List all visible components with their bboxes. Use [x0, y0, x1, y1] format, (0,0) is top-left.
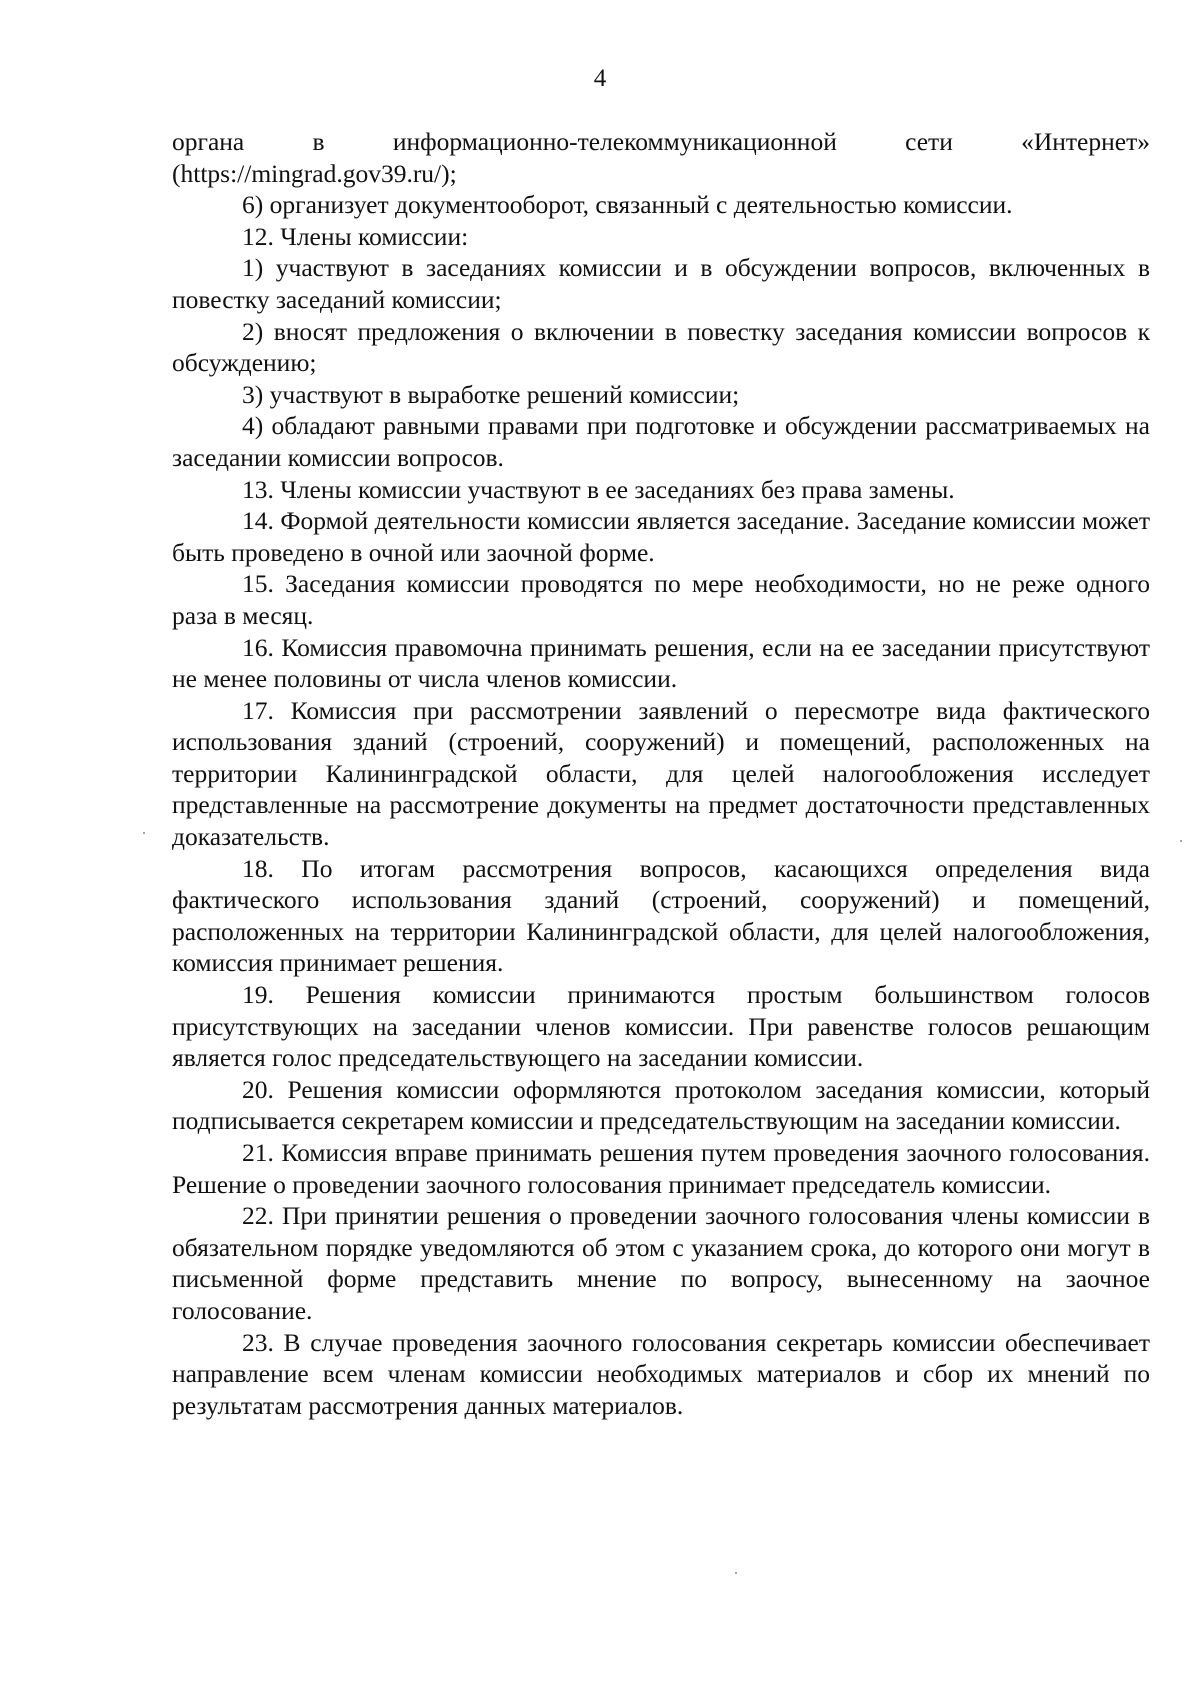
scan-speck — [1180, 840, 1182, 842]
document-body — [172, 126, 1150, 1421]
paragraph-15: 15. Заседания комиссии проводятся по мере необходимости, но не реже одного раза в месяц. — [172, 569, 1150, 630]
scan-speck — [143, 832, 145, 834]
paragraph-16: 16. Комиссия правомочна принимать решения, если на ее заседании присутствуют не менее половины от числа членов комиссии. — [172, 632, 1150, 694]
paragraph-continuation: органа в информационно-телекоммуникационной сети «Интернет» (https://mingrad.gov39.ru/); — [172, 127, 1150, 188]
paragraph-19: 19. Решения комиссии принимаются простым большинством голосов присутствующих на заседании членов комиссии. При равенстве голосов решающим является голос председательствующего на заседании комиссии. — [172, 980, 1150, 1073]
paragraph-20: 20. Решения комиссии оформляются протоколом заседания комиссии, который подписывается секретарем комиссии и председательствующим на заседании комиссии. — [172, 1074, 1150, 1136]
paragraph-13: 13. Члены комиссии участвуют в ее заседаниях без права замены. — [242, 474, 955, 504]
paragraph-12-item-1: 1) участвуют в заседаниях комиссии и в обсуждении вопросов, включенных в повестку заседаний комиссии; — [172, 253, 1150, 314]
scan-speck — [735, 1572, 737, 1574]
paragraph-12-item-2: 2) вносят предложения о включении в повестку заседания комиссии вопросов к обсуждению; — [172, 316, 1150, 378]
paragraph-14: 14. Формой деятельности комиссии является заседание. Заседание комиссии может быть проведено в очной или заочной форме. — [172, 506, 1150, 567]
paragraph-22: 22. При принятии решения о проведении заочного голосования члены комиссии в обязательном порядке уведомляются об этом с указанием срока, до которого они могут в письменной форме представить мнение по вопросу, вынесенному на заочное голосование. — [172, 1201, 1150, 1325]
page-number: 4 — [593, 65, 607, 92]
paragraph-12-item-4: 4) обладают равными правами при подготовке и обсуждении рассматриваемых на заседании комиссии вопросов. — [172, 411, 1150, 472]
paragraph-item-6: 6) организует документооборот, связанный с деятельностью комиссии. — [242, 190, 1013, 220]
paragraph-21: 21. Комиссия вправе принимать решения путем проведения заочного голосования. Решение о проведении заочного голосования принимает председатель комиссии. — [172, 1138, 1150, 1199]
paragraph-12: 12. Члены комиссии: — [242, 221, 469, 251]
paragraph-12-item-3: 3) участвуют в выработке решений комиссии; — [242, 379, 740, 409]
paragraph-18: 18. По итогам рассмотрения вопросов, касающихся определения вида фактического использования зданий (строений, сооружений) и помещений, расположенных на территории Калининградской области, для целей налогообложения, комиссия принимает решения. — [172, 853, 1150, 978]
paragraph-17: 17. Комиссия при рассмотрении заявлений о пересмотре вида фактического использования зданий (строений, сооружений) и помещений, расположенных на территории Калининградской области, для целей налогообложения исследует представленные на рассмотрение документы на предмет достаточности представленных доказательств. — [172, 695, 1150, 852]
paragraph-23: 23. В случае проведения заочного голосования секретарь комиссии обеспечивает направление всем членам комиссии необходимых материалов и сбор их мнений по результатам рассмотрения данных материалов. — [172, 1327, 1150, 1420]
